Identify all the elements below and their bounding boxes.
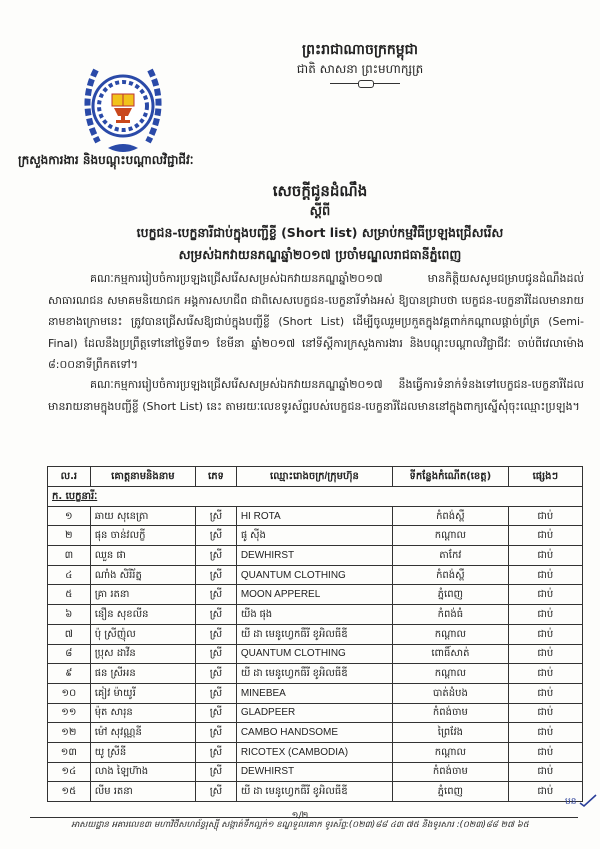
- cell-number: ១៤: [48, 762, 91, 782]
- table-row: [48, 742, 583, 762]
- cell-note: ជាប់: [508, 723, 582, 743]
- cell-number: ១១: [48, 703, 91, 723]
- table-row: [48, 506, 583, 526]
- cell-note: ជាប់: [508, 644, 582, 664]
- cell-province: កណ្តាល: [393, 664, 509, 684]
- cell-note: ជាប់: [508, 762, 582, 782]
- cell-province: ភ្នំពេញ: [393, 782, 509, 802]
- title-line-3: បេក្ខជន-បេក្ខនារីជាប់ក្នុងបញ្ជីខ្លី (Short list) សម្រាប់កម្មវិធីប្រឡងជ្រើសរើស: [136, 225, 504, 240]
- cell-sex: ស្រី: [196, 605, 237, 625]
- initials-mark: បន: [565, 797, 577, 807]
- ornament-divider: [330, 80, 400, 86]
- cell-note: ជាប់: [508, 585, 582, 605]
- cell-number: ៣: [48, 546, 91, 566]
- notice-title: [0, 180, 600, 266]
- cell-company: DEWHIRST: [236, 762, 392, 782]
- cell-province: ភ្នំពេញ: [393, 585, 509, 605]
- cell-number: ៨: [48, 644, 91, 664]
- cell-sex: ស្រី: [196, 546, 237, 566]
- cell-province: កំពង់ធំ: [393, 605, 509, 625]
- cell-number: ៤: [48, 565, 91, 585]
- cell-company: យី ដា មេនូហ្វេកធឺរី ខូអិលធីឌី: [236, 664, 392, 684]
- table-row: [48, 565, 583, 585]
- cell-number: ១២: [48, 723, 91, 743]
- cell-note: ជាប់: [508, 605, 582, 625]
- cell-sex: ស្រី: [196, 762, 237, 782]
- header-province: ទីកន្លែងកំណើត(ខេត្ត): [393, 467, 509, 487]
- cell-company: RICOTEX (CAMBODIA): [236, 742, 392, 762]
- table-row: [48, 723, 583, 743]
- shortlist-table: [47, 466, 583, 802]
- cell-company: DEWHIRST: [236, 546, 392, 566]
- cell-province: បាត់ដំបង: [393, 683, 509, 703]
- table-row: [48, 546, 583, 566]
- paragraph-text: គណៈកម្មការរៀបចំការប្រឡងជ្រើសរើសសម្រស់ឯកវាយនភណ្ឌឆ្នាំ២០១៧ មានកិត្តិយសសូមជម្រាបជូនដំណឹងដល់សាធារណជន សមាគមនិយោជក អង្គការសហជីព ជាពិសេសបេក្ខជន-បេក្ខនារីទាំងអស់ ឱ្យបានជ្រាបថា បេក្ខជន-បេក្ខនារីដែលមានរាយនាមខាងក្រោមនេះ ត្រូវបានជ្រើសរើសឱ្យជាប់ក្នុងបញ្ជីខ្លី (Short List) ដើម្បីចូលរួមប្រកួតក្នុងវគ្គពាក់កណ្តាលផ្តាច់ព្រ័ត្រ (Semi-Final) ដែលនឹងប្រព្រឹត្តទៅនៅថ្ងៃទី៣១ ខែមីនា ឆ្នាំ២០១៧ នៅទីស្តីការក្រសួងការងារ និងបណ្តុះបណ្តាលវិជ្ជាជីវៈ ចាប់ពីវេលាម៉ោង ៨:០០នាទីព្រឹកតទៅ។: [48, 272, 584, 371]
- cell-number: ៦: [48, 605, 91, 625]
- table-row: [48, 526, 583, 546]
- title-line-1: សេចក្តីជូនដំណឹង: [272, 182, 368, 200]
- cell-sex: ស្រី: [196, 683, 237, 703]
- table-row: [48, 664, 583, 684]
- cell-note: ជាប់: [508, 624, 582, 644]
- cell-company: HI ROTA: [236, 506, 392, 526]
- cell-sex: ស្រី: [196, 506, 237, 526]
- table-row: [48, 703, 583, 723]
- cell-sex: ស្រី: [196, 526, 237, 546]
- checkmark-icon: [578, 794, 598, 808]
- title-line-4: សម្រស់ឯកវាយនភណ្ឌឆ្នាំ២០១៧ ប្រចាំមណ្ឌលរាជធានីភ្នំពេញ: [178, 247, 462, 262]
- cell-company: MINEBEA: [236, 683, 392, 703]
- cell-sex: ស្រី: [196, 742, 237, 762]
- section-row: [48, 487, 583, 507]
- cell-number: ៩: [48, 664, 91, 684]
- cell-name: ប៉ុ ស្រីញ៉ុល: [90, 624, 195, 644]
- cell-sex: ស្រី: [196, 585, 237, 605]
- cell-company: QUANTUM CLOTHING: [236, 644, 392, 664]
- cell-note: ជាប់: [508, 506, 582, 526]
- cell-sex: ស្រី: [196, 624, 237, 644]
- ministry-logo: [76, 60, 170, 160]
- table-row: [48, 782, 583, 802]
- cell-company: យីង ផុង: [236, 605, 392, 625]
- header-number: ល.រ: [48, 467, 91, 487]
- table-row: [48, 605, 583, 625]
- header-note: ផ្សេងៗ: [508, 467, 582, 487]
- cell-sex: ស្រី: [196, 664, 237, 684]
- cell-name: គ្រា រតនា: [90, 585, 195, 605]
- cell-name: នឿន សុខលីន: [90, 605, 195, 625]
- footer-address: អាសយដ្ឋាន អគារលេខ៣ មហាវិថីសហព័ន្ធរុស្ស៊ី សង្កាត់ទឹកល្អក់១ ខណ្ឌទួលគោក ទូរស័ព្ទ:(០២៣)៨៨ ៤៣ ៧៥ និងទូរសារ :(០២៣)៨៨ ២៧ ៦៥: [71, 820, 529, 830]
- cell-number: ១៣: [48, 742, 91, 762]
- cell-province: កំពង់ស្ពឺ: [393, 506, 509, 526]
- cell-province: ព្រៃវែង: [393, 723, 509, 743]
- table-row: [48, 683, 583, 703]
- cell-note: ជាប់: [508, 683, 582, 703]
- table-row: [48, 644, 583, 664]
- cell-name: ម៉ុត សារុន: [90, 703, 195, 723]
- section-label: ក. បេក្ខនារីៈ: [48, 487, 583, 507]
- cell-province: កំពង់ចាម: [393, 703, 509, 723]
- cell-note: ជាប់: [508, 526, 582, 546]
- cell-name: គៀវ ម៉ាយូរី: [90, 683, 195, 703]
- title-line-2: ស្តីពី: [309, 204, 331, 219]
- cell-name: ម៉ៅ សុវណ្ណនី: [90, 723, 195, 743]
- cell-province: កំពង់ស្ពឺ: [393, 565, 509, 585]
- cell-province: កណ្តាល: [393, 624, 509, 644]
- table-header-row: [48, 467, 583, 487]
- cell-province: តាកែវ: [393, 546, 509, 566]
- cell-province: កំពង់ចាម: [393, 762, 509, 782]
- paragraph-text: គណៈកម្មការរៀបចំការប្រឡងជ្រើសរើសសម្រស់ឯកវាយនភណ្ឌឆ្នាំ២០១៧ នឹងធ្វើការទំនាក់ទំនងទៅបេក្ខជន-បេក្ខនារីដែលមានរាយនាមក្នុងបញ្ជីខ្លី (Short List) នេះ តាមរយៈលេខទូរស័ព្ទរបស់បេក្ខជន-បេក្ខនារីដែលមាននៅក្នុងពាក្យស្នើសុំចុះឈ្មោះប្រឡង។: [48, 378, 584, 413]
- cell-sex: ស្រី: [196, 703, 237, 723]
- cell-company: MOON APPEREL: [236, 585, 392, 605]
- cell-name: ផុន ចាន់វលក្ខី: [90, 526, 195, 546]
- cell-name: លាង ឡៃហ៊ាង: [90, 762, 195, 782]
- cell-name: ប្រុស ដាវីន: [90, 644, 195, 664]
- cell-company: យី ដា មេនូហ្វេកធឺរី ខូអិលធីឌី: [236, 782, 392, 802]
- table-row: [48, 624, 583, 644]
- table-row: [48, 762, 583, 782]
- cell-note: ជាប់: [508, 703, 582, 723]
- cell-note: ជាប់: [508, 546, 582, 566]
- cell-sex: ស្រី: [196, 723, 237, 743]
- cell-name: ផន ស្រីអន: [90, 664, 195, 684]
- cell-name: ឈួន ផា: [90, 546, 195, 566]
- cell-name: ណាំង សិរីរ័ត្ន: [90, 565, 195, 585]
- body-paragraph-2: [48, 374, 584, 417]
- cell-note: ជាប់: [508, 664, 582, 684]
- page-number: ១/២: [291, 811, 309, 821]
- cell-company: ផូ ស៊ីង: [236, 526, 392, 546]
- cell-company: CAMBO HANDSOME: [236, 723, 392, 743]
- cell-number: ១៥: [48, 782, 91, 802]
- cell-sex: ស្រី: [196, 782, 237, 802]
- footer-divider: [30, 817, 578, 818]
- kingdom-title: ព្រះរាជាណាចក្រកម្ពុជា: [301, 42, 418, 58]
- ministry-name: ក្រសួងការងារ និងបណ្តុះបណ្តាលវិជ្ជាជីវៈ: [18, 153, 194, 167]
- national-motto: ជាតិ សាសនា ព្រះមហាក្សត្រ: [296, 62, 424, 76]
- cell-province: កណ្តាល: [393, 742, 509, 762]
- cell-note: ជាប់: [508, 565, 582, 585]
- cell-company: GLADPEER: [236, 703, 392, 723]
- header-sex: ភេទ: [196, 467, 237, 487]
- cell-number: ៥: [48, 585, 91, 605]
- cell-company: QUANTUM CLOTHING: [236, 565, 392, 585]
- body-paragraph-1: [48, 268, 584, 376]
- cell-number: ៧: [48, 624, 91, 644]
- cell-name: យូ ស្រីនី: [90, 742, 195, 762]
- table-row: [48, 585, 583, 605]
- cell-number: ២: [48, 526, 91, 546]
- cell-number: ១០: [48, 683, 91, 703]
- cell-name: ឆាយ សុនេត្រា: [90, 506, 195, 526]
- cell-name: លីម រតនា: [90, 782, 195, 802]
- cell-province: ពោធិ៍សាត់: [393, 644, 509, 664]
- cell-note: ជាប់: [508, 742, 582, 762]
- cell-sex: ស្រី: [196, 565, 237, 585]
- cell-note: ជាប់: [508, 782, 582, 802]
- cell-sex: ស្រី: [196, 644, 237, 664]
- cell-province: កណ្តាល: [393, 526, 509, 546]
- cell-company: យី ដា មេនូហ្វេកធឺរី ខូអិលធីឌី: [236, 624, 392, 644]
- header-name: គោត្តនាមនិងនាម: [90, 467, 195, 487]
- header-company: ឈ្មោះរោងចក្រ/ក្រុមហ៊ុន: [236, 467, 392, 487]
- cell-number: ១: [48, 506, 91, 526]
